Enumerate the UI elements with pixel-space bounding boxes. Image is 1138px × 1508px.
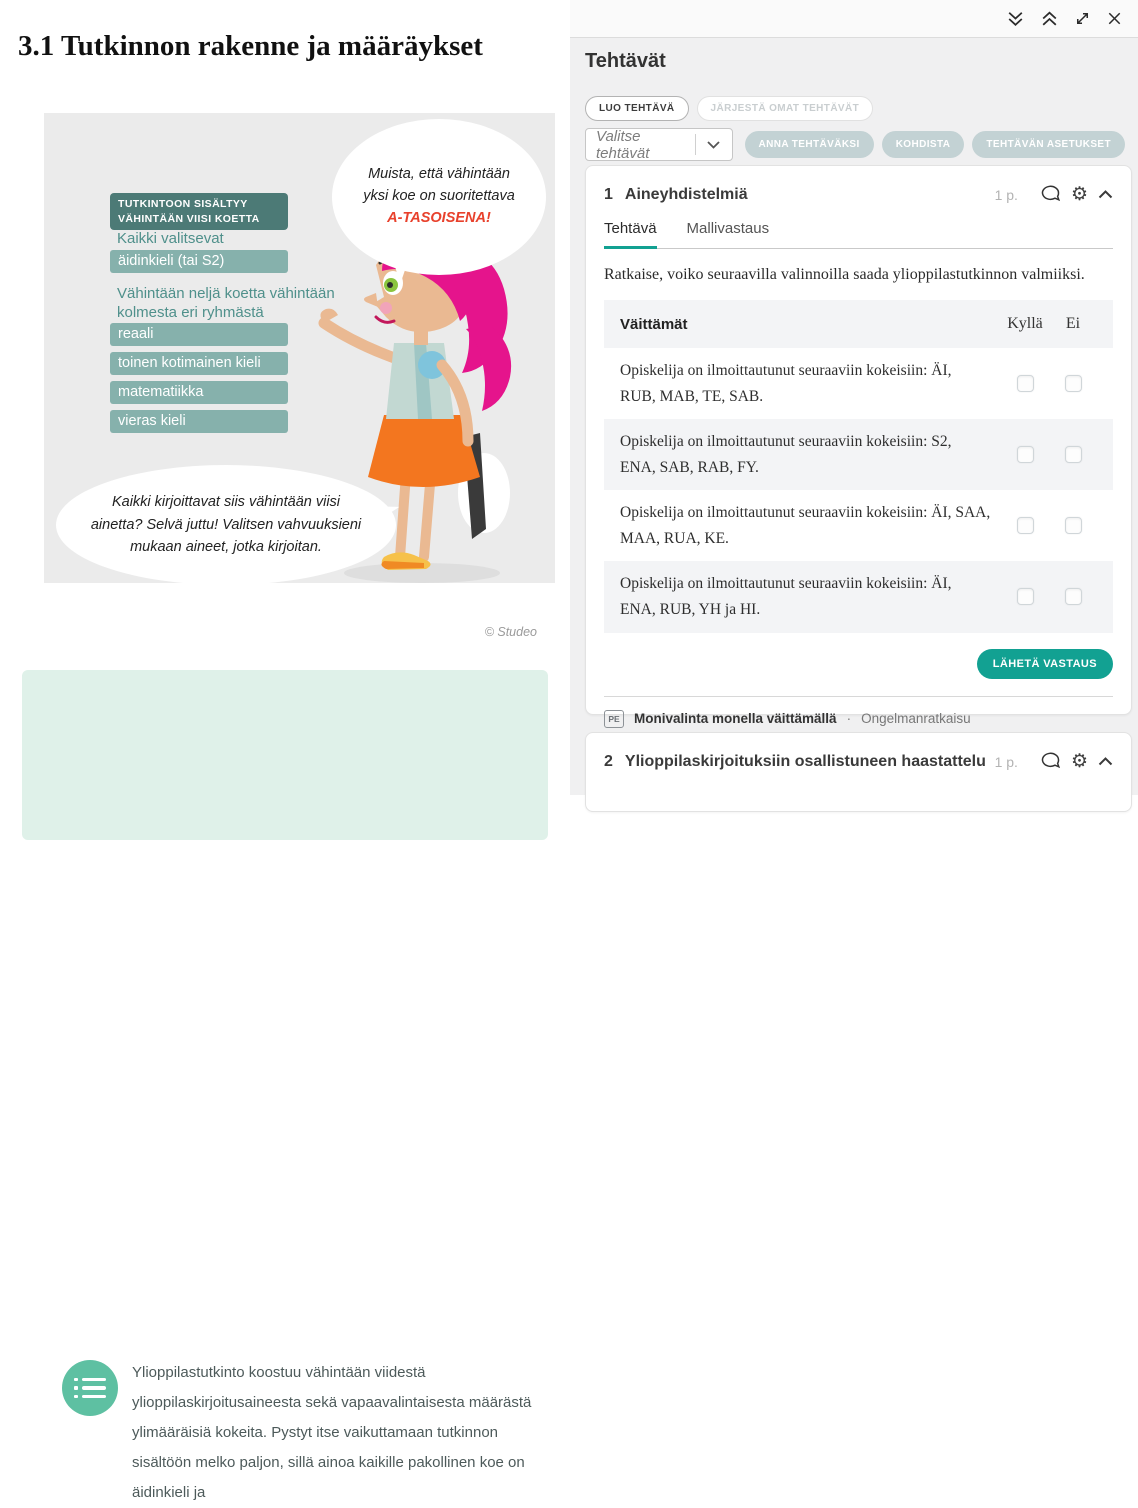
bubble-top-line1: Muista, että vähintään bbox=[368, 166, 510, 183]
task2-points: 1 p. bbox=[994, 753, 1018, 770]
checkbox-yes-2[interactable] bbox=[1017, 446, 1034, 463]
statements-table bbox=[604, 300, 1113, 633]
gear-icon[interactable]: ⚙ bbox=[1070, 184, 1088, 205]
task2-title: Ylioppilaskirjoituksiin osallistuneen haastattelu bbox=[624, 752, 986, 770]
checkbox-yes-1[interactable] bbox=[1017, 375, 1034, 392]
task1-header bbox=[604, 166, 1113, 204]
illustration-header-line1: TUTKINTOON SISÄLTYY bbox=[118, 198, 248, 210]
exam-structure-illustration bbox=[44, 113, 555, 583]
copyright-credit: © Studeo bbox=[484, 625, 537, 639]
subject-chip-vieras-kieli: vieras kieli bbox=[110, 410, 288, 433]
task-select[interactable] bbox=[585, 128, 733, 161]
group1-label: Kaikki valitsevat bbox=[117, 230, 224, 247]
subject-chip-matematiikka: matematiikka bbox=[110, 381, 288, 404]
task-card-1 bbox=[585, 165, 1132, 726]
double-chevron-down-icon[interactable] bbox=[1005, 8, 1026, 29]
bubble-top-line2: yksi koe on suoritettava bbox=[363, 188, 515, 205]
bubble-bottom-text: Kaikki kirjoittavat siis vähintään viisi ainetta? Selvä juttu! Valitsen vahvuuksieni mukaan aineet, jotka kirjoitan. bbox=[90, 494, 362, 556]
task1-footer bbox=[604, 696, 1113, 728]
speech-bubble-bottom bbox=[56, 465, 396, 585]
checkbox-no-1[interactable] bbox=[1065, 375, 1082, 392]
group2-label: Vähintään neljä koetta vähintään kolmesta eri ryhmästä bbox=[117, 285, 335, 321]
checkbox-yes-4[interactable] bbox=[1017, 588, 1034, 605]
tab-tehtava[interactable]: Tehtävä bbox=[604, 220, 657, 249]
expand-icon[interactable] bbox=[1073, 9, 1092, 28]
statement-text: Opiskelija on ilmoittautunut seuraaviin kokeisiin: ÄI, SAA, MAA, RUA, KE. bbox=[620, 504, 991, 547]
checkbox-no-3[interactable] bbox=[1065, 517, 1082, 534]
task1-instruction: Ratkaise, voiko seuraavilla valinnoilla saada ylioppilastutkinnon valmiiksi. bbox=[604, 266, 1085, 283]
panel-title: Tehtävät bbox=[585, 50, 666, 72]
collapse-icon[interactable] bbox=[1098, 757, 1113, 766]
subject-chip-reaali: reaali bbox=[110, 323, 288, 346]
task2-number: 2 bbox=[604, 752, 613, 770]
statement-text: Opiskelija on ilmoittautunut seuraaviin kokeisiin: ÄI, ENA, RUB, YH ja HI. bbox=[620, 575, 952, 618]
tab-mallivastaus[interactable]: Mallivastaus bbox=[686, 220, 770, 237]
statement-text: Opiskelija on ilmoittautunut seuraaviin kokeisiin: S2, ENA, SAB, RAB, FY. bbox=[620, 433, 952, 476]
summary-note-box bbox=[22, 670, 548, 1501]
panel-window-bar bbox=[570, 0, 1138, 38]
comment-icon[interactable] bbox=[1040, 185, 1061, 204]
comment-icon[interactable] bbox=[1040, 752, 1061, 771]
speech-bubble-top bbox=[332, 119, 546, 275]
close-icon[interactable] bbox=[1105, 9, 1124, 28]
header-no: Ei bbox=[1065, 315, 1081, 332]
submit-row bbox=[604, 649, 1113, 679]
task-actions-row bbox=[585, 96, 873, 121]
book-page-panel bbox=[0, 0, 570, 1501]
task-settings-button[interactable]: TEHTÄVÄN ASETUKSET bbox=[972, 131, 1125, 158]
assignment-buttons bbox=[745, 131, 1126, 158]
illustration-header-line2: VÄHINTÄÄN VIISI KOETTA bbox=[118, 212, 260, 225]
task-type-category: Ongelmanratkaisu bbox=[861, 711, 971, 726]
task2-header bbox=[604, 733, 1113, 771]
double-chevron-up-icon[interactable] bbox=[1039, 8, 1060, 29]
table-row bbox=[604, 419, 1113, 490]
checkbox-yes-3[interactable] bbox=[1017, 517, 1034, 534]
summary-note-text: Ylioppilastutkinto koostuu vähintään viidestä ylioppilaskirjoitusaineesta sekä vapaavalintaisesta määrästä ylimääräisiä kokeita. Pystyt itse vaikuttamaan tutkinnon sisältöön melko paljon, sillä ainoa kaikille pakollinen koe on äidinkieli ja bbox=[132, 1364, 532, 1501]
task1-tabs bbox=[604, 220, 1113, 249]
illustration-header-box bbox=[110, 193, 288, 230]
checkbox-no-4[interactable] bbox=[1065, 588, 1082, 605]
table-row bbox=[604, 348, 1113, 419]
table-row bbox=[604, 561, 1113, 632]
task1-points: 1 p. bbox=[994, 186, 1018, 203]
task-card-2 bbox=[585, 732, 1132, 812]
create-task-button[interactable]: LUO TEHTÄVÄ bbox=[585, 96, 689, 121]
footer-separator: · bbox=[846, 711, 852, 726]
checkbox-no-2[interactable] bbox=[1065, 446, 1082, 463]
task1-title: Aineyhdistelmiä bbox=[624, 185, 748, 203]
tasks-panel bbox=[570, 0, 1138, 795]
page-title: 3.1 Tutkinnon rakenne ja määräykset bbox=[18, 30, 483, 62]
bubble-top-highlight: A-TASOISENA! bbox=[387, 209, 491, 226]
assign-task-button[interactable]: ANNA TEHTÄVÄKSI bbox=[745, 131, 874, 158]
header-yes: Kyllä bbox=[1007, 315, 1043, 332]
task-select-placeholder: Valitse tehtävät bbox=[596, 127, 650, 162]
order-own-tasks-button[interactable]: JÄRJESTÄ OMAT TEHTÄVÄT bbox=[697, 96, 874, 121]
subject-chip-aidinkieli: äidinkieli (tai S2) bbox=[110, 250, 288, 273]
header-statements: Väittämät bbox=[620, 315, 688, 333]
subject-chip-toinen-kotimainen: toinen kotimainen kieli bbox=[110, 352, 288, 375]
table-header-row bbox=[604, 300, 1113, 348]
task1-number: 1 bbox=[604, 185, 613, 203]
task-select-row bbox=[585, 128, 1125, 161]
task-type-name: Monivalinta monella väittämällä bbox=[634, 711, 837, 726]
table-row bbox=[604, 490, 1113, 561]
collapse-icon[interactable] bbox=[1098, 190, 1113, 199]
statement-text: Opiskelija on ilmoittautunut seuraaviin kokeisiin: ÄI, RUB, MAB, TE, SAB. bbox=[620, 362, 952, 405]
target-button[interactable]: KOHDISTA bbox=[882, 131, 965, 158]
submit-answer-button[interactable]: LÄHETÄ VASTAUS bbox=[977, 649, 1113, 679]
task-type-badge: PE bbox=[604, 710, 624, 728]
chevron-down-icon[interactable] bbox=[696, 141, 732, 149]
list-icon bbox=[62, 1360, 118, 1416]
gear-icon[interactable]: ⚙ bbox=[1070, 751, 1088, 772]
